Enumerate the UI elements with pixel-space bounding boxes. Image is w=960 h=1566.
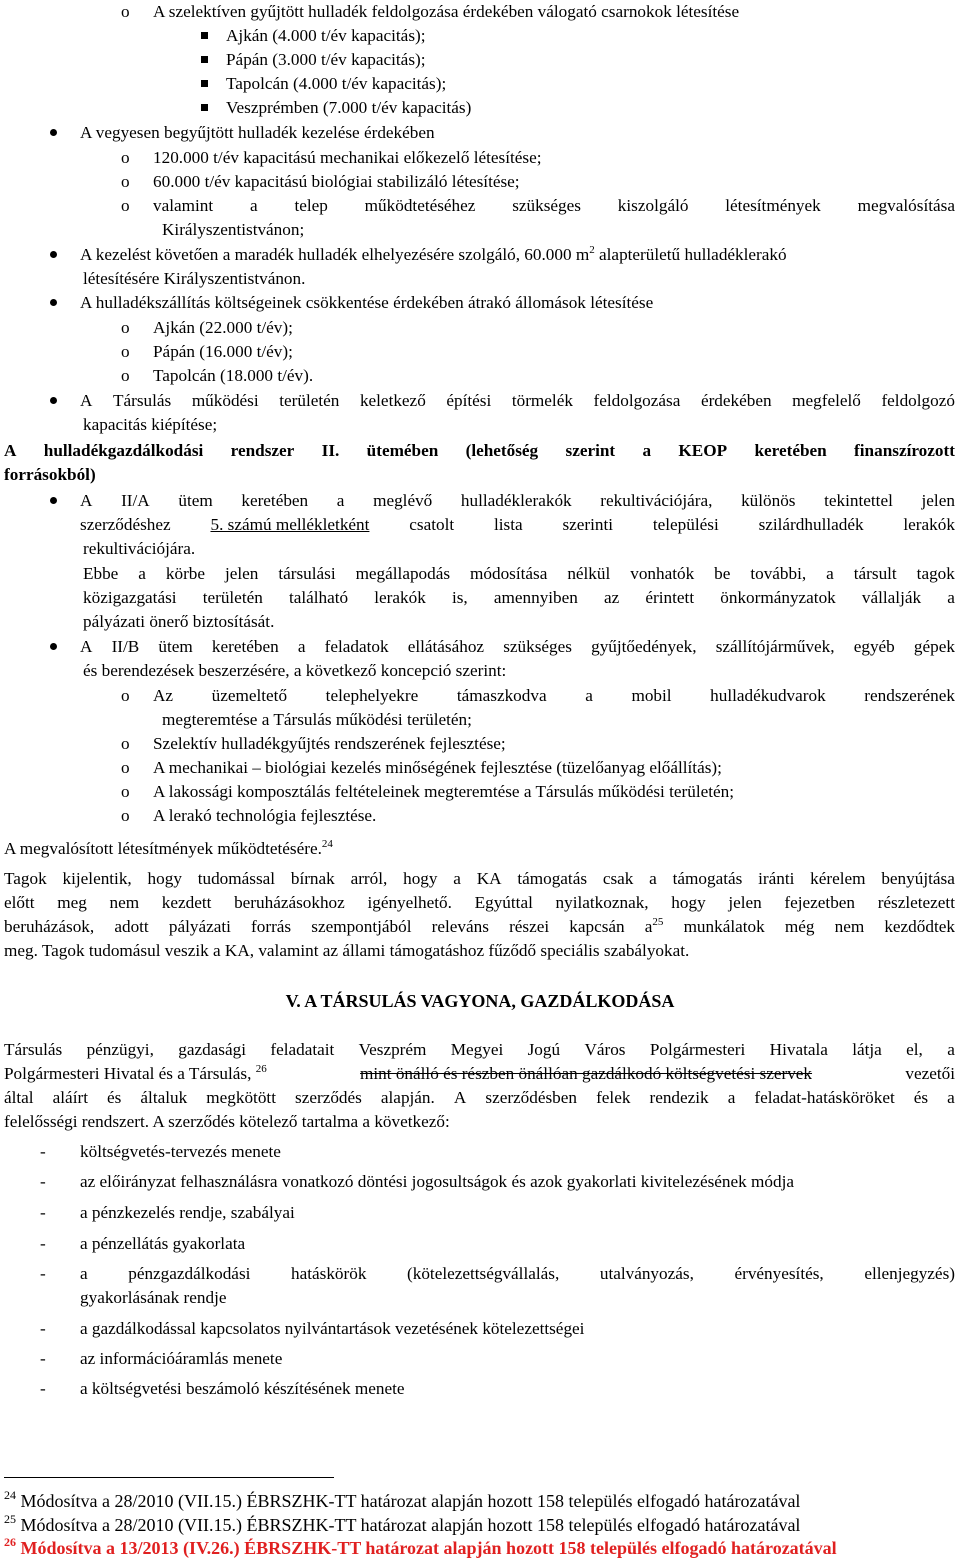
list-item: a pénzellátás gyakorlata xyxy=(80,1234,246,1253)
footnote-ref[interactable]: 26 xyxy=(255,1063,267,1075)
section-title: V. A TÁRSULÁS VAGYONA, GAZDÁLKODÁSA xyxy=(285,991,675,1011)
bullet-icon xyxy=(50,397,57,404)
footnote-ref[interactable]: 25 xyxy=(652,916,664,928)
o-marker: o xyxy=(121,782,130,801)
paragraph-line: előtt meg nem kezdett beruházásokhoz igényelhető. Egyúttal nyilatkoznak, hogy jelen fejezetben részletezett xyxy=(4,893,955,912)
list-item-line: A II/A ütem keretében a meglévő hulladéklerakók rekultivációjára, különös tekintettel jelen xyxy=(80,491,955,510)
o-marker: o xyxy=(121,806,130,825)
list-item: a pénzkezelés rendje, szabályai xyxy=(80,1203,295,1222)
square-bullet-icon xyxy=(201,56,208,63)
square-bullet-icon xyxy=(201,104,208,111)
list-item: 120.000 t/év kapacitású mechanikai előkezelő létesítése; xyxy=(153,148,542,167)
section-heading-cont: forrásokból) xyxy=(4,465,96,484)
list-item: Tapolcán (4.000 t/év kapacitás); xyxy=(226,74,447,93)
o-marker: o xyxy=(121,366,130,385)
dash-marker: - xyxy=(40,1142,46,1161)
list-item-continuation: gyakorlásának rendje xyxy=(80,1288,227,1307)
footnote-ref[interactable]: 24 xyxy=(321,838,333,850)
o-marker: o xyxy=(121,2,130,21)
list-item-continuation: kapacitás kiépítése; xyxy=(83,415,218,434)
dash-marker: - xyxy=(40,1172,46,1191)
list-item: A lerakó technológia fejlesztése. xyxy=(153,806,377,825)
list-item: A lakossági komposztálás feltételeinek megteremtése a Társulás működési területén; xyxy=(153,782,735,801)
section-heading: A hulladékgazdálkodási rendszer II. ütemében (lehetőség szerint a KEOP keretében finanszírozott xyxy=(4,441,955,460)
list-item: Pápán (16.000 t/év); xyxy=(153,342,293,361)
list-item: Ajkán (22.000 t/év); xyxy=(153,318,293,337)
bullet-icon xyxy=(50,299,57,306)
paragraph-line: felelősségi rendszert. A szerződés kötelező tartalma a következő: xyxy=(4,1112,450,1131)
square-bullet-icon xyxy=(201,32,208,39)
bullet-icon xyxy=(50,497,57,504)
paragraph-line: meg. Tagok tudomásul veszik a KA, valamint az állami támogatáshoz fűződő speciális szabályokat. xyxy=(4,941,690,960)
list-item: Szelektív hulladékgyűjtés rendszerének fejlesztése; xyxy=(153,734,506,753)
list-item-line: A II/B ütem keretében a feladatok ellátásához szükséges gyűjtőedények, szállítójárművek, egyéb gépek xyxy=(80,637,955,656)
list-item-continuation: rekultivációjára. xyxy=(83,539,196,558)
dash-marker: - xyxy=(40,1379,46,1398)
dash-marker: - xyxy=(40,1319,46,1338)
o-marker: o xyxy=(121,686,130,705)
list-item: A szelektíven gyűjtött hulladék feldolgozása érdekében válogató csarnokok létesítése xyxy=(153,2,740,21)
paragraph-line: Ebbe a körbe jelen társulási megállapodás módosítása nélkül vonhatók be további, a társult tagok xyxy=(83,564,955,583)
list-item: az információáramlás menete xyxy=(80,1349,283,1368)
list-item: A mechanikai – biológiai kezelés minőségének fejlesztése (tüzelőanyag előállítás); xyxy=(153,758,722,777)
list-item: Veszprémben (7.000 t/év kapacitás) xyxy=(226,98,472,117)
list-item-line: szerződéshez 5. számú mellékletként csatolt lista szerinti települési szilárdhulladék lerakók xyxy=(80,513,955,537)
list-item-continuation: létesítésére Királyszentistvánon. xyxy=(83,269,306,288)
annex-link[interactable]: 5. számú mellékletként xyxy=(210,515,370,534)
list-item-line: A Társulás működési területén keletkező építési törmelék feldolgozása érdekében megfelelő feldolgozó xyxy=(80,391,955,410)
struck-text: mint önálló és részben önállóan gazdálkodó költségvetési szervek xyxy=(360,1064,813,1083)
dash-marker: - xyxy=(40,1203,46,1222)
paragraph-line: Polgármesteri Hivatal és a Társulás, $^{26}$ mint önálló és részben önállóan gazdálkodó költségvetési szervek vezetői xyxy=(4,1062,955,1086)
list-item: az előirányzat felhasználásra vonatkozó döntési jogosultságok és azok gyakorlati kivitelezésének módja xyxy=(80,1172,794,1191)
paragraph-line: Tagok kijelentik, hogy tudomással bírnak arról, hogy a KA támogatás csak a támogatás iránti kérelem benyújtása xyxy=(4,869,955,888)
o-marker: o xyxy=(121,342,130,361)
square-bullet-icon xyxy=(201,80,208,87)
list-item-line: Az üzemeltető telephelyekre támaszkodva a mobil hulladékudvarok rendszerének xyxy=(153,686,955,705)
list-item: A kezelést követően a maradék hulladék elhelyezésére szolgáló, 60.000 $m^2$ alapterületű hulladéklerakó xyxy=(80,244,787,264)
o-marker: o xyxy=(121,148,130,167)
footnote-highlighted: $^{26}$ Módosítva a 13/2013 (IV.26.) ÉBRSZHK-TT határozat alapján hozott 158 település elfogadó határozatával xyxy=(4,1535,837,1558)
o-marker: o xyxy=(121,734,130,753)
paragraph-line: által aláírt és általuk megkötött szerződés alapján. A szerződésben felek rendezik a feladat-hatásköröket és a xyxy=(4,1088,955,1107)
list-item: a költségvetési beszámoló készítésének menete xyxy=(80,1379,405,1398)
footnote-separator xyxy=(4,1477,334,1478)
closing-line: A megvalósított létesítmények működtetésére.$^{24}$ xyxy=(4,838,333,858)
dash-marker: - xyxy=(40,1264,46,1283)
bullet-icon xyxy=(50,251,57,258)
paragraph-line: közigazgatási területén található lerakók is, amennyiben az érintett önkormányzatok vállalják a xyxy=(83,588,955,607)
list-item: költségvetés-tervezés menete xyxy=(80,1142,281,1161)
dash-marker: - xyxy=(40,1234,46,1253)
list-item: 60.000 t/év kapacitású biológiai stabilizáló létesítése; xyxy=(153,172,520,191)
o-marker: o xyxy=(121,758,130,777)
paragraph-line: pályázati önerő biztosítását. xyxy=(83,612,275,631)
dash-marker: - xyxy=(40,1349,46,1368)
bullet-icon xyxy=(50,129,57,136)
footnote: $^{24}$ Módosítva a 28/2010 (VII.15.) ÉBRSZHK-TT határozat alapján hozott 158 település elfogadó határozatával xyxy=(4,1488,801,1511)
footnote: $^{25}$ Módosítva a 28/2010 (VII.15.) ÉBRSZHK-TT határozat alapján hozott 158 település elfogadó határozatával xyxy=(4,1512,801,1535)
list-item-line: valamint a telep működtetéséhez szükséges kiszolgáló létesítmények megvalósítása xyxy=(153,196,955,215)
list-item: A hulladékszállítás költségeinek csökkentése érdekében átrakó állomások létesítése xyxy=(80,293,654,312)
list-item-continuation: megteremtése a Társulás működési területén; xyxy=(162,710,472,729)
list-item: Pápán (3.000 t/év kapacitás); xyxy=(226,50,426,69)
list-item: Ajkán (4.000 t/év kapacitás); xyxy=(226,26,426,45)
list-item: A vegyesen begyűjtött hulladék kezelése érdekében xyxy=(80,123,435,142)
list-item-continuation: Királyszentistvánon; xyxy=(162,220,305,239)
list-item: Tapolcán (18.000 t/év). xyxy=(153,366,314,385)
o-marker: o xyxy=(121,196,130,215)
bullet-icon xyxy=(50,643,57,650)
list-item-continuation: és berendezések beszerzésére, a következő koncepció szerint: xyxy=(83,661,507,680)
paragraph-line: beruházások, adott pályázati forrás szempontjából releváns részei kapcsán $a^{25}$ munkálatok még nem kezdődtek xyxy=(4,916,955,936)
o-marker: o xyxy=(121,172,130,191)
list-item: a gazdálkodással kapcsolatos nyilvántartások vezetésének kötelezettségei xyxy=(80,1319,585,1338)
list-item-line: a pénzgazdálkodási hatáskörök (kötelezettségvállalás, utalványozás, érvényesítés, ellenjegyzés) xyxy=(80,1264,955,1283)
paragraph-line: Társulás pénzügyi, gazdasági feladatait Veszprém Megyei Jogú Város Polgármesteri Hivatala látja el, a xyxy=(4,1040,955,1059)
o-marker: o xyxy=(121,318,130,337)
